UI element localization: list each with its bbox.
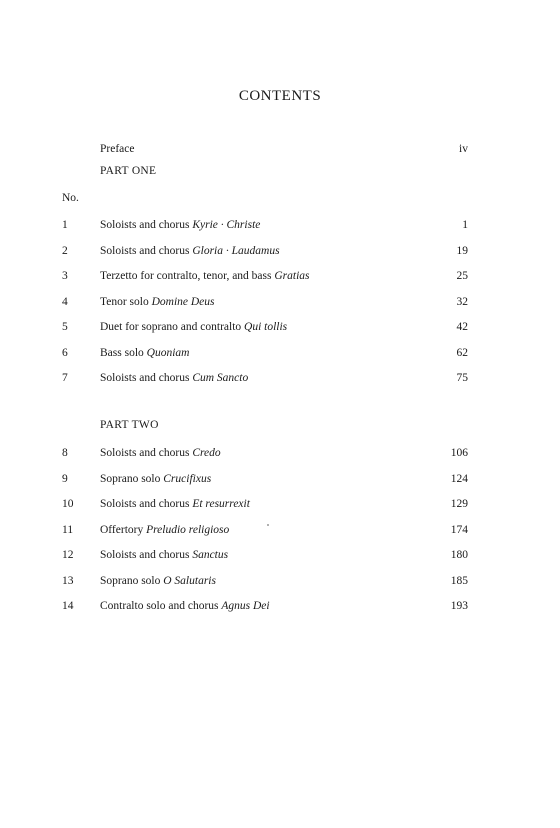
- entry-page-number: 174: [450, 523, 468, 536]
- entry-work-title: Credo: [192, 447, 221, 459]
- toc-entry: [0, 242, 560, 260]
- entry-number: 10: [62, 498, 74, 510]
- entry-work-title: O Salutaris: [163, 574, 216, 587]
- entry-title: [100, 267, 310, 285]
- preface-page: iv: [459, 143, 468, 155]
- entry-work-title: Agnus Dei: [221, 600, 270, 612]
- entry-description: Tenor solo: [100, 295, 149, 308]
- entry-title: [100, 318, 287, 336]
- entry-description: Soloists and chorus: [100, 447, 190, 459]
- entry-number: 3: [62, 270, 68, 282]
- entry-number: 11: [62, 523, 74, 536]
- preface-row: [0, 140, 560, 158]
- toc-entry: [0, 444, 560, 462]
- entry-description: Soprano solo: [100, 574, 161, 587]
- entry-description: Soloists and chorus: [100, 498, 190, 510]
- entry-number: 14: [62, 600, 74, 612]
- entry-title: [100, 444, 221, 462]
- entry-number: 12: [62, 549, 74, 561]
- entry-description: Bass solo: [100, 346, 144, 359]
- entry-work-title: Preludio religioso: [146, 523, 230, 536]
- entry-description: Offertory: [100, 523, 144, 536]
- entry-page-number: 25: [456, 270, 468, 282]
- entry-work-title: Crucifixus: [163, 472, 212, 485]
- entry-page-number: 129: [450, 498, 468, 510]
- entry-work-title: Domine Deus: [151, 295, 215, 308]
- entry-number: 6: [62, 346, 68, 359]
- entry-description: Soloists and chorus: [100, 549, 190, 561]
- toc-entry: [0, 293, 560, 311]
- entry-page-number: 32: [456, 295, 468, 308]
- toc-entry: [0, 267, 560, 285]
- toc-entry: [0, 546, 560, 564]
- part-two-heading: PART TWO: [100, 419, 159, 431]
- toc-entry: [0, 318, 560, 336]
- entry-page-number: 185: [450, 574, 468, 587]
- page-title: CONTENTS: [238, 88, 322, 104]
- entry-work-title: Sanctus: [192, 549, 229, 561]
- entry-work-title: Kyrie · Christe: [192, 219, 261, 231]
- number-column-label: No.: [62, 192, 79, 204]
- entry-title: [100, 369, 248, 387]
- preface-label: Preface: [100, 143, 135, 155]
- entry-number: 7: [62, 372, 68, 384]
- entry-page-number: 62: [456, 346, 468, 359]
- entry-number: 1: [62, 219, 68, 231]
- part-one-heading: PART ONE: [100, 165, 157, 177]
- entry-title: [100, 546, 228, 564]
- toc-entry: [0, 470, 560, 488]
- entry-page-number: 75: [456, 372, 468, 384]
- entry-page-number: 19: [456, 244, 468, 257]
- entry-page-number: 180: [450, 549, 468, 561]
- entry-description: Soloists and chorus: [100, 372, 190, 384]
- entry-work-title: Gloria · Laudamus: [192, 244, 280, 257]
- toc-entry: [0, 521, 560, 539]
- toc-entry: [0, 344, 560, 362]
- entry-title: [100, 495, 250, 513]
- entry-page-number: 1: [462, 219, 468, 231]
- entry-number: 13: [62, 574, 74, 587]
- entry-title: [100, 521, 229, 539]
- entry-title: [100, 293, 215, 311]
- toc-entry: [0, 597, 560, 615]
- entry-title: [100, 344, 189, 362]
- entry-work-title: Quoniam: [146, 346, 190, 359]
- entry-page-number: 193: [450, 600, 468, 612]
- entry-title: [100, 470, 211, 488]
- entry-number: 5: [62, 321, 68, 333]
- entry-number: 2: [62, 244, 68, 257]
- entry-description: Duet for soprano and contralto: [100, 321, 242, 333]
- entry-work-title: Gratias: [274, 270, 310, 282]
- print-speck: [267, 524, 269, 526]
- entry-description: Soloists and chorus: [100, 219, 190, 231]
- entry-title: [100, 242, 280, 260]
- entry-work-title: Qui tollis: [244, 321, 288, 333]
- entry-number: 4: [62, 295, 68, 308]
- toc-entry: [0, 495, 560, 513]
- entry-page-number: 42: [456, 321, 468, 333]
- entry-description: Soprano solo: [100, 472, 161, 485]
- entry-description: Soloists and chorus: [100, 244, 190, 257]
- entry-work-title: Et resurrexit: [192, 498, 250, 510]
- entry-description: Contralto solo and chorus: [100, 600, 219, 612]
- entry-title: [100, 572, 216, 590]
- entry-page-number: 106: [450, 447, 468, 459]
- entry-number: 9: [62, 472, 68, 485]
- toc-entry: [0, 216, 560, 234]
- entry-title: [100, 216, 260, 234]
- toc-entry: [0, 369, 560, 387]
- toc-entry: [0, 572, 560, 590]
- entry-number: 8: [62, 447, 68, 459]
- entry-title: [100, 597, 270, 615]
- entry-description: Terzetto for contralto, tenor, and bass: [100, 270, 272, 282]
- entry-work-title: Cum Sancto: [192, 372, 249, 384]
- entry-page-number: 124: [450, 472, 468, 485]
